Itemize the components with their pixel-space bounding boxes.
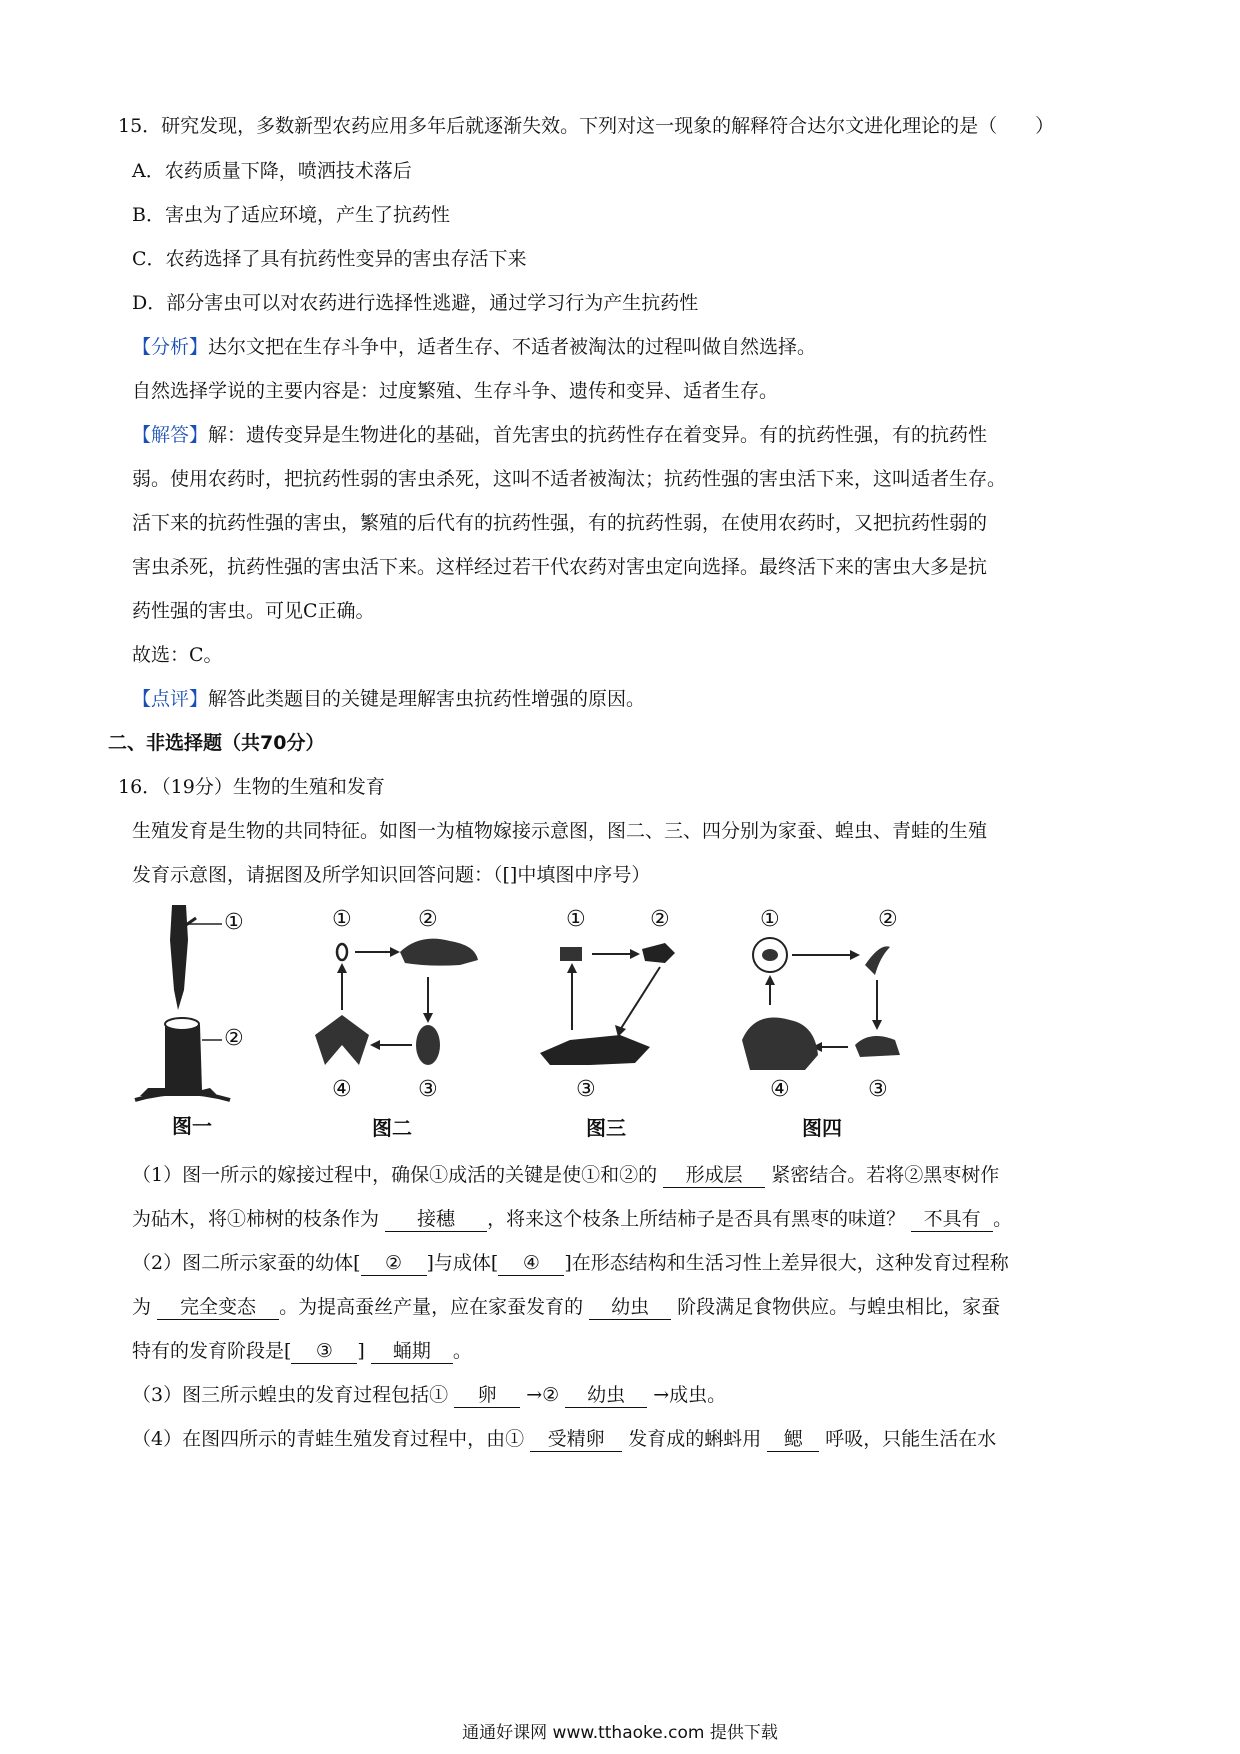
figure-2 — [300, 905, 500, 1105]
p2-blank-2: ④ — [498, 1251, 564, 1276]
analysis-tag: 【分析】 — [132, 336, 209, 358]
q15-option-b: B．害虫为了适应环境，产生了抗药性 — [132, 204, 450, 226]
frog-cycle-illustration — [730, 905, 920, 1105]
p2-text-d: ]在形态结构和生活习性上差异很大，这种发育过程称 — [564, 1252, 1009, 1274]
fig2-label-4: ④ — [332, 1077, 352, 1102]
fig4-label-2: ② — [878, 907, 898, 932]
q16-intro-1: 生殖发育是生物的共同特征。如图一为植物嫁接示意图，图二、三、四分别为家蚕、蝗虫、青蛙的生殖 — [132, 820, 988, 842]
q16-p2-line1 — [132, 1249, 1009, 1277]
fig2-label-1: ① — [332, 907, 352, 932]
p3-blank-2: 幼虫 — [565, 1383, 647, 1408]
q15-answer-1 — [132, 421, 987, 449]
p1-text-e: ，将来这个枝条上所结柿子是否具有黑枣的味道？ — [487, 1208, 906, 1230]
p2-text-a: （2）图二所示家蚕的幼体[ — [132, 1252, 361, 1274]
p4-text-d: 呼吸，只能生活在水 — [825, 1428, 997, 1450]
q15-answer-5: 药性强的害虫。可见C正确。 — [132, 600, 375, 622]
grafting-illustration — [130, 900, 270, 1140]
q16-p2-line2 — [132, 1293, 1000, 1321]
q16-title: 16．（19分）生物的生殖和发育 — [118, 776, 385, 798]
p2-blank-4: 幼虫 — [589, 1295, 671, 1320]
comment-text: 解答此类题目的关键是理解害虫抗药性增强的原因。 — [208, 688, 646, 710]
q15-answer-3: 活下来的抗药性强的害虫，繁殖的后代有的抗药性强，有的抗药性弱，在使用农药时，又把抗药性弱的 — [132, 512, 988, 534]
p1-text-f: 。 — [993, 1208, 1013, 1230]
q16-p4 — [132, 1425, 996, 1453]
p2-text-f: 。为提高蚕丝产量，应在家蚕发育的 — [279, 1296, 584, 1318]
p1-text-d: 为砧木，将①柿树的枝条作为 — [132, 1208, 380, 1230]
fig1-label-2: ② — [224, 1026, 244, 1051]
fig3-label-3: ③ — [576, 1077, 596, 1102]
p2-blank-6: 蛹期 — [371, 1339, 453, 1364]
p4-blank-2: 鳃 — [767, 1427, 819, 1452]
fig3-label-2: ② — [650, 907, 670, 932]
p4-blank-1: 受精卵 — [530, 1427, 622, 1452]
section2-title: 二、非选择题（共70分） — [108, 732, 325, 754]
q15-analysis — [132, 333, 816, 361]
fig2-label-3: ③ — [418, 1077, 438, 1102]
page-footer: 通通好课网 www.tthaoke.com 提供下载 — [462, 1723, 778, 1743]
figure-1 — [130, 900, 270, 1140]
p1-blank-3: 不具有 — [911, 1207, 993, 1232]
fig1-caption: 图一 — [172, 1114, 212, 1138]
p3-text-d: →成虫。 — [653, 1384, 727, 1406]
q15-comment — [132, 685, 645, 713]
fig2-label-2: ② — [418, 907, 438, 932]
p1-text-a: （1）图一所示的嫁接过程中，确保①成活的关键是使①和②的 — [132, 1164, 658, 1186]
q15-stem: 15．研究发现，多数新型农药应用多年后就逐渐失效。下列对这一现象的解释符合达尔文进化理论的是（ ） — [118, 115, 1055, 137]
q15-option-c: C．农药选择了具有抗药性变异的害虫存活下来 — [132, 248, 527, 270]
q15-option-a: A．农药质量下降，喷洒技术落后 — [132, 160, 412, 182]
answer-tag: 【解答】 — [132, 424, 209, 446]
p2-text-j: 。 — [452, 1340, 472, 1362]
q15-answer-2: 弱。使用农药时，把抗药性弱的害虫杀死，这叫不适者被淘汰；抗药性强的害虫活下来，这叫适者生存。 — [132, 468, 1007, 490]
fig3-caption: 图三 — [586, 1116, 626, 1140]
p1-blank-1: 形成层 — [663, 1163, 765, 1188]
figure-4 — [730, 905, 920, 1105]
q15-choice: 故选：C。 — [132, 644, 223, 666]
q15-option-d: D．部分害虫可以对农药进行选择性逃避，通过学习行为产生抗药性 — [132, 292, 699, 314]
p2-blank-5: ③ — [291, 1339, 357, 1364]
p2-text-h: 特有的发育阶段是[ — [132, 1340, 292, 1362]
p3-text-a: （3）图三所示蝗虫的发育过程包括① — [132, 1384, 449, 1406]
q16-p3 — [132, 1381, 726, 1409]
figure-3 — [530, 905, 710, 1105]
fig4-label-1: ① — [760, 907, 780, 932]
q16-p1-line1 — [132, 1161, 999, 1189]
q15-analysis-2: 自然选择学说的主要内容是：过度繁殖、生存斗争、遗传和变异、适者生存。 — [132, 380, 779, 402]
p3-blank-1: 卵 — [454, 1383, 520, 1408]
p2-blank-1: ② — [361, 1251, 427, 1276]
locust-cycle-illustration — [530, 905, 710, 1105]
q16-p1-line2 — [132, 1205, 1012, 1233]
silkworm-cycle-illustration — [300, 905, 500, 1105]
p2-text-i: ] — [357, 1340, 365, 1362]
q16-intro-2: 发育示意图，请据图及所学知识回答问题：（[]中填图中序号） — [132, 864, 651, 886]
p3-text-c: →② — [526, 1384, 560, 1406]
p4-text-a: （4）在图四所示的青蛙生殖发育过程中，由① — [132, 1428, 525, 1450]
p2-text-g: 阶段满足食物供应。与蝗虫相比，家蚕 — [677, 1296, 1001, 1318]
p1-blank-2: 接穗 — [385, 1207, 487, 1232]
p2-text-c: ]与成体[ — [426, 1252, 499, 1274]
p2-text-e: 为 — [132, 1296, 152, 1318]
p4-text-c: 发育成的蝌蚪用 — [628, 1428, 762, 1450]
comment-tag: 【点评】 — [132, 688, 209, 710]
p1-text-c: 紧密结合。若将②黑枣树作 — [771, 1164, 1000, 1186]
analysis-text: 达尔文把在生存斗争中，适者生存、不适者被淘汰的过程叫做自然选择。 — [208, 336, 817, 358]
fig4-caption: 图四 — [802, 1116, 842, 1140]
fig3-label-1: ① — [566, 907, 586, 932]
fig4-label-3: ③ — [868, 1077, 888, 1102]
fig1-label-1: ① — [224, 910, 244, 935]
fig2-caption: 图二 — [372, 1116, 412, 1140]
p2-blank-3: 完全变态 — [157, 1295, 279, 1320]
answer-text: 解：遗传变异是生物进化的基础，首先害虫的抗药性存在着变异。有的抗药性强，有的抗药性 — [208, 424, 988, 446]
q15-answer-4: 害虫杀死，抗药性强的害虫活下来。这样经过若干代农药对害虫定向选择。最终活下来的害虫大多是抗 — [132, 556, 988, 578]
fig4-label-4: ④ — [770, 1077, 790, 1102]
q16-p2-line3 — [132, 1337, 472, 1365]
